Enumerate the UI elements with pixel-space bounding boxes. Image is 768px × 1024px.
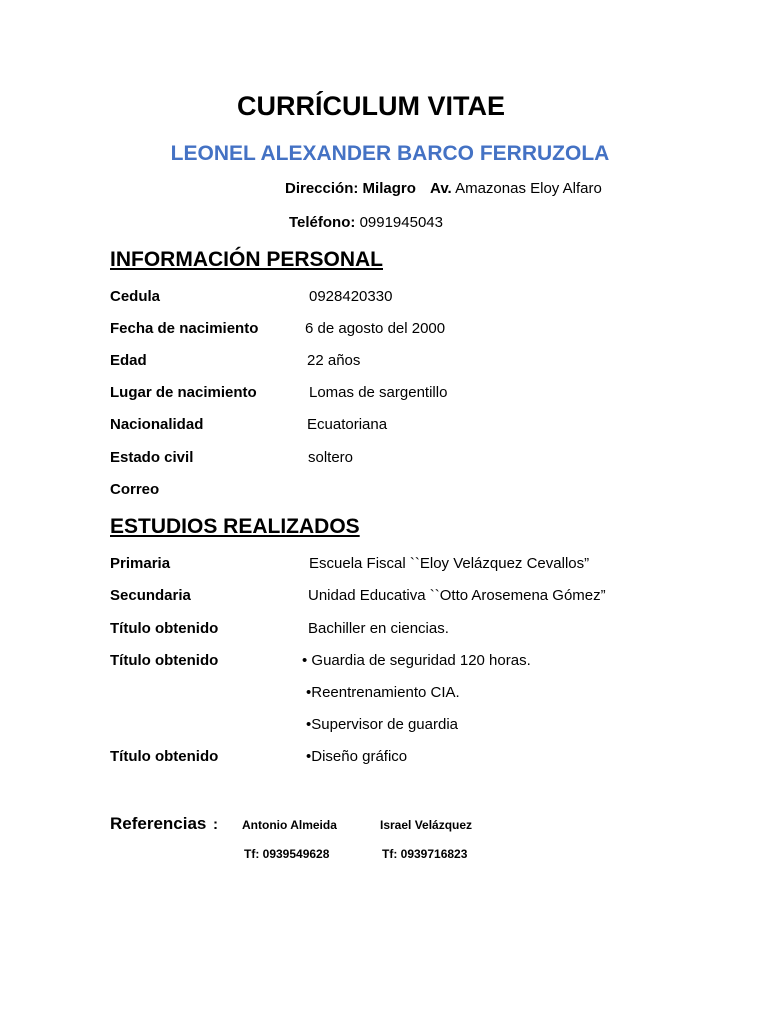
titulo-value-3: •Diseño gráfico xyxy=(306,748,408,765)
primaria-value: Escuela Fiscal ``Eloy Velázquez Cevallos” xyxy=(309,555,590,572)
phone-label: Teléfono: xyxy=(289,214,356,231)
address-city: Milagro xyxy=(362,180,416,197)
address-av-label: Av. xyxy=(430,180,452,197)
titulo-bullet-item: •Reentrenamiento CIA. xyxy=(306,684,460,701)
page-title: CURRÍCULUM VITAE xyxy=(237,91,505,121)
age-value: 22 años xyxy=(307,352,361,369)
titulo-label-3: Título obtenido xyxy=(110,748,219,765)
titulo-value-1: Bachiller en ciencias. xyxy=(308,620,449,637)
references-colon: : xyxy=(213,816,218,833)
studies-heading: ESTUDIOS REALIZADOS xyxy=(110,515,360,538)
references-title: Referencias xyxy=(110,814,207,833)
titulo-label-2: Título obtenido xyxy=(110,652,219,669)
personal-info-heading: INFORMACIÓN PERSONAL xyxy=(110,248,383,271)
reference-2-phone: Tf: 0939716823 xyxy=(382,847,468,861)
reference-2-name: Israel Velázquez xyxy=(380,818,473,832)
phone-value: 0991945043 xyxy=(359,214,443,231)
birthplace-value: Lomas de sargentillo xyxy=(309,384,448,401)
cedula-label: Cedula xyxy=(110,288,161,305)
nationality-value: Ecuatoriana xyxy=(307,416,388,433)
secundaria-value: Unidad Educativa ``Otto Arosemena Gómez” xyxy=(308,587,606,604)
primaria-label: Primaria xyxy=(110,555,171,572)
email-label: Correo xyxy=(110,481,160,498)
birthdate-label: Fecha de nacimiento xyxy=(110,320,259,337)
cedula-value: 0928420330 xyxy=(309,288,393,305)
nationality-label: Nacionalidad xyxy=(110,416,204,433)
address-street: Amazonas Eloy Alfaro xyxy=(455,180,602,197)
age-label: Edad xyxy=(110,352,147,369)
phone-line xyxy=(289,212,443,234)
reference-1-phone: Tf: 0939549628 xyxy=(244,847,330,861)
titulo-label-1: Título obtenido xyxy=(110,620,219,637)
titulo-bullet-item: • Guardia de seguridad 120 horas. xyxy=(302,652,531,669)
titulo-bullet-item: •Supervisor de guardia xyxy=(306,716,459,733)
reference-1-name: Antonio Almeida xyxy=(242,818,337,832)
address-line xyxy=(285,178,602,200)
civil-status-label: Estado civil xyxy=(110,449,194,466)
birthdate-value: 6 de agosto del 2000 xyxy=(305,320,446,337)
birthplace-label: Lugar de nacimiento xyxy=(110,384,257,401)
address-label: Dirección: xyxy=(285,180,359,197)
person-name: LEONEL ALEXANDER BARCO FERRUZOLA xyxy=(170,142,610,165)
secundaria-label: Secundaria xyxy=(110,587,191,604)
civil-status-value: soltero xyxy=(308,449,354,466)
